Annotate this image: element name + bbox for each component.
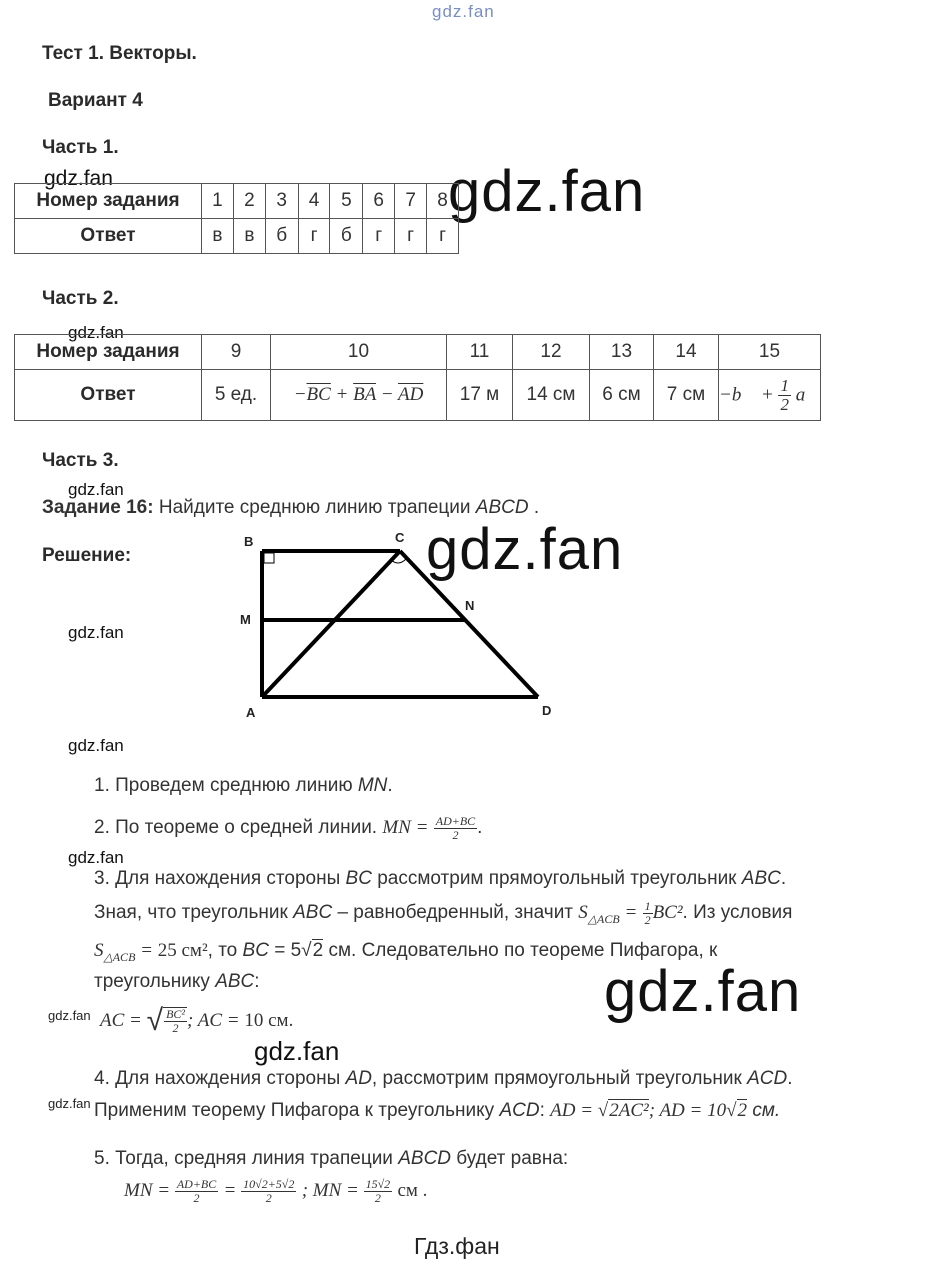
label-b: B bbox=[244, 534, 254, 549]
part1-heading: Часть 1. bbox=[42, 137, 119, 158]
part2-task-cell: 13 bbox=[590, 335, 654, 370]
part2-answer-cell: 17 м bbox=[447, 370, 513, 421]
part1-answer-cell: б bbox=[330, 219, 363, 254]
part2-task-row bbox=[15, 335, 821, 370]
step-3a-text: 3. Для нахождения стороны bbox=[94, 868, 341, 889]
part2-task-cell: 11 bbox=[447, 335, 513, 370]
step-3h-text: треугольнику bbox=[94, 971, 210, 992]
part2-answer-cell: 14 см bbox=[513, 370, 590, 421]
part2-answer-cell: 6 см bbox=[590, 370, 654, 421]
watermark-big-2: gdz.fan bbox=[426, 517, 624, 582]
part2-answer-cell: 7 см bbox=[654, 370, 719, 421]
step-1-text: 1. Проведем среднюю линию bbox=[94, 775, 353, 796]
part2-task-cell: 10 bbox=[271, 335, 447, 370]
step-3-line3: $S_{\triangle ACB} = 25$ см², то BC = 5√2 см. Следовательно по теореме Пифагора, к bbox=[94, 940, 718, 964]
step-3b-text: рассмотрим прямоугольный треугольник bbox=[377, 868, 737, 889]
task16-label: Задание 16: bbox=[42, 497, 154, 518]
label-a: A bbox=[246, 705, 256, 720]
part2-task-cell: 14 bbox=[654, 335, 719, 370]
task16-line: Задание 16: Найдите среднюю линию трапеции ABCD . bbox=[42, 497, 540, 518]
part2-answer-cell-vector: $-\overline{BC} + \overline{BA} - \overline{AD}$ bbox=[271, 370, 447, 421]
watermark-bottom: Гдз.фан bbox=[414, 1233, 500, 1259]
part1-task-cell: 1 bbox=[202, 184, 234, 219]
part1-task-label: Номер задания bbox=[15, 184, 202, 219]
part2-answer-cell: 5 ед. bbox=[202, 370, 271, 421]
part1-task-cell: 6 bbox=[363, 184, 395, 219]
part2-answer-label: Ответ bbox=[15, 370, 202, 421]
step-1: 1. Проведем среднюю линию MN. bbox=[94, 775, 393, 796]
step-3-line2: Зная, что треугольник ABC – равнобедренный, значит $S_{\triangle ACB}$ = $\frac{1}{2}$ BC². Из условия bbox=[94, 899, 793, 927]
part1-table bbox=[14, 183, 459, 254]
step-2: 2. По теореме о средней линии. MN = $\frac{AD+BC}{2}$ . bbox=[94, 814, 483, 842]
part2-answer-cell-vector: −b⃗ + $\frac{1}{2}$ a⃗ bbox=[719, 370, 821, 421]
step-4a-text: 4. Для нахождения стороны bbox=[94, 1068, 341, 1089]
step-3e-text: . Из условия bbox=[682, 902, 793, 924]
test-title: Тест 1. Векторы. bbox=[42, 43, 197, 64]
label-c: C bbox=[395, 530, 405, 545]
part2-task-cell: 15 bbox=[719, 335, 821, 370]
step-3c-text: Зная, что треугольник bbox=[94, 902, 288, 924]
watermark-small-3: gdz.fan bbox=[68, 480, 124, 499]
watermark-small-2: gdz.fan bbox=[68, 323, 124, 342]
part2-heading: Часть 2. bbox=[42, 288, 119, 309]
part1-answer-cell: в bbox=[233, 219, 265, 254]
part1-task-cell: 8 bbox=[427, 184, 459, 219]
part1-task-row bbox=[15, 184, 459, 219]
part2-table bbox=[14, 334, 821, 421]
part1-answer-cell: г bbox=[363, 219, 395, 254]
step-4b-text: , рассмотрим прямоугольный треугольник bbox=[371, 1068, 742, 1089]
step-3f-text: , то bbox=[207, 940, 238, 961]
label-n: N bbox=[465, 598, 475, 613]
watermark-top: gdz.fan bbox=[432, 2, 495, 21]
step-5-formula: MN = $\frac{AD+BC}{2}$ = $\frac{10√2+5√2}{2}$ ; MN = $\frac{15√2}{2}$ см . bbox=[124, 1177, 428, 1205]
task16-var: ABCD bbox=[475, 497, 529, 518]
part1-answer-cell: б bbox=[265, 219, 298, 254]
watermark-small-7: gdz.fan bbox=[48, 1008, 91, 1023]
label-d: D bbox=[542, 703, 552, 718]
part2-task-cell: 12 bbox=[513, 335, 590, 370]
part1-answer-cell: г bbox=[395, 219, 427, 254]
watermark-big-1: gdz.fan bbox=[448, 159, 646, 224]
step-3g-text: . Следовательно по теореме Пифагора, к bbox=[351, 940, 718, 961]
watermark-small-8: gdz.fan bbox=[48, 1096, 91, 1111]
step-3-line4: треугольнику ABC: bbox=[94, 971, 260, 992]
watermark-mid: gdz.fan bbox=[254, 1036, 340, 1066]
step-2-text: 2. По теореме о средней линии. bbox=[94, 817, 378, 839]
part3-heading: Часть 3. bbox=[42, 450, 119, 471]
part2-answer-row bbox=[15, 370, 821, 421]
part1-answer-row bbox=[15, 219, 459, 254]
part2-task-cell: 9 bbox=[202, 335, 271, 370]
step-3-line1: 3. Для нахождения стороны BC рассмотрим прямоугольный треугольник ABC. bbox=[94, 868, 787, 889]
part1-answer-cell: г bbox=[427, 219, 459, 254]
watermark-small-1: gdz.fan bbox=[44, 167, 113, 190]
watermark-small-5: gdz.fan bbox=[68, 736, 124, 755]
step-5-text: 5. Тогда, средняя линия трапеции bbox=[94, 1148, 393, 1169]
watermark-small-4: gdz.fan bbox=[68, 623, 124, 642]
watermark-small-6: gdz.fan bbox=[68, 848, 124, 867]
label-m: M bbox=[240, 612, 251, 627]
part1-task-cell: 4 bbox=[298, 184, 330, 219]
part1-task-cell: 3 bbox=[265, 184, 298, 219]
step-4-line1: 4. Для нахождения стороны AD, рассмотрим прямоугольный треугольник ACD. bbox=[94, 1068, 793, 1089]
step-5-line1: 5. Тогда, средняя линия трапеции ABCD будет равна: bbox=[94, 1148, 569, 1169]
part1-answer-cell: г bbox=[298, 219, 330, 254]
step-3d-text: – равнобедренный, значит bbox=[337, 902, 574, 924]
variant-title: Вариант 4 bbox=[48, 90, 143, 111]
step-4c-text: Применим теорему Пифагора к треугольнику bbox=[94, 1100, 495, 1121]
step-3-formula: AC = √ $\frac{\text{BC²}}{2}$ ; AC = 10 см. bbox=[100, 1004, 294, 1037]
part2-task-label: Номер задания bbox=[15, 335, 202, 370]
task16-text: Найдите среднюю линию трапеции bbox=[158, 497, 471, 518]
step-5b-text: будет равна: bbox=[456, 1148, 569, 1169]
step-4-line2: Применим теорему Пифагора к треугольнику ACD: AD = √2AC²; AD = 10√2 см. bbox=[94, 1100, 781, 1121]
part1-answer-cell: в bbox=[202, 219, 234, 254]
part1-task-cell: 5 bbox=[330, 184, 363, 219]
solution-label: Решение: bbox=[42, 545, 132, 566]
watermark-big-3: gdz.fan bbox=[604, 959, 802, 1024]
part1-answer-label: Ответ bbox=[15, 219, 202, 254]
part1-task-cell: 7 bbox=[395, 184, 427, 219]
trapezoid-figure bbox=[230, 525, 570, 725]
part1-task-cell: 2 bbox=[233, 184, 265, 219]
